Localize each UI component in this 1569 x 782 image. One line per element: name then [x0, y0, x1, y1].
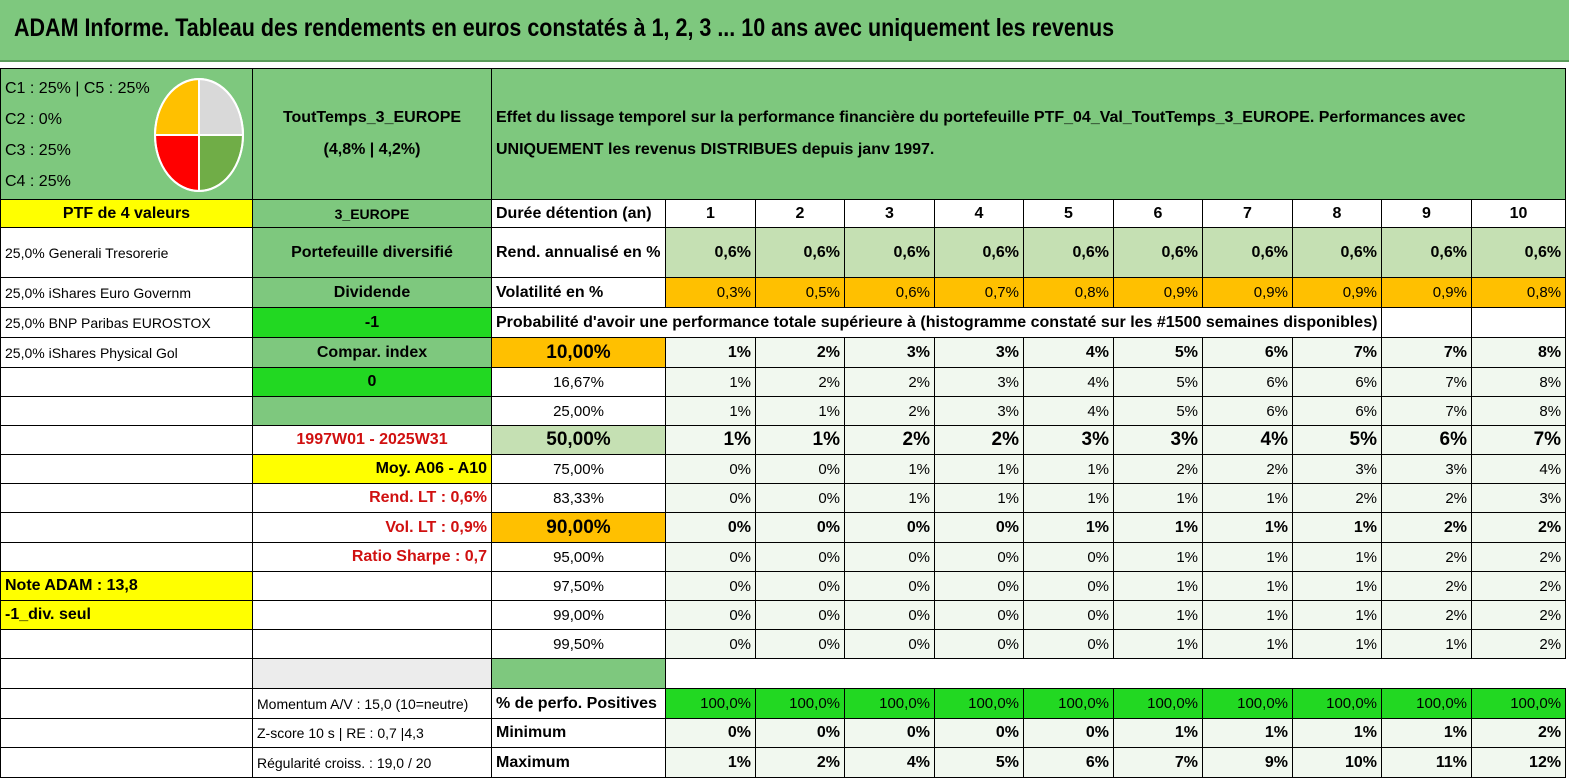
quantile-value: 4% [1472, 455, 1566, 484]
empty-cell [1, 426, 253, 455]
quantile-value: 3% [1382, 455, 1472, 484]
year-header: 2 [756, 200, 845, 228]
maximum-value: 11% [1382, 748, 1472, 778]
quantile-value: 2% [845, 426, 935, 455]
quantile-value: 2% [845, 397, 935, 426]
quantile-value: 1% [1203, 630, 1293, 659]
quantile-value: 1% [1293, 630, 1382, 659]
empty-cell [253, 601, 492, 630]
quantile-value: 0% [935, 513, 1024, 543]
minimum-value: 0% [935, 719, 1024, 748]
quantile-value: 1% [935, 455, 1024, 484]
compar-index-label: Compar. index [253, 338, 492, 368]
quantile-value: 2% [935, 426, 1024, 455]
quantile-value: 1% [1114, 513, 1203, 543]
return-value: 0,6% [935, 228, 1024, 278]
quantile-value: 2% [1382, 543, 1472, 572]
quantile-value: 5% [1114, 338, 1203, 368]
quantile-value: 1% [756, 397, 845, 426]
quantile-value: 0% [1024, 572, 1114, 601]
quantile-value: 0% [845, 601, 935, 630]
quantile-value: 5% [1293, 426, 1382, 455]
quantile-value: 2% [845, 368, 935, 397]
quantile-value: 4% [1024, 368, 1114, 397]
momentum-label: Momentum A/V : 15,0 (10=neutre) [253, 689, 492, 719]
quantile-value: 4% [1203, 426, 1293, 455]
quantile-value: 3% [1024, 426, 1114, 455]
quantile-label: 10,00% [492, 338, 666, 368]
empty-cell [1472, 308, 1566, 338]
positive-value: 100,0% [1024, 689, 1114, 719]
quantile-value: 1% [1203, 572, 1293, 601]
maximum-value: 2% [756, 748, 845, 778]
portfolio-name: ToutTemps_3_EUROPE [282, 109, 462, 126]
quantile-value: 1% [666, 368, 756, 397]
return-value: 0,6% [1382, 228, 1472, 278]
return-value: 0,6% [845, 228, 935, 278]
quantile-value: 1% [666, 338, 756, 368]
empty-cell [1, 630, 253, 659]
positive-value: 100,0% [1382, 689, 1472, 719]
empty-cell [253, 397, 492, 426]
quantile-value: 0% [666, 513, 756, 543]
volatility-value: 0,9% [1382, 278, 1472, 308]
quantile-value: 1% [1114, 630, 1203, 659]
maximum-value: 12% [1472, 748, 1566, 778]
positive-value: 100,0% [1114, 689, 1203, 719]
quantile-label: 95,00% [492, 543, 666, 572]
quantile-value: 6% [1293, 368, 1382, 397]
year-header: 6 [1114, 200, 1203, 228]
quantile-label: 25,00% [492, 397, 666, 426]
minimum-row [1, 719, 1566, 748]
quantile-label: 83,33% [492, 484, 666, 513]
holding-item: 25,0% BNP Paribas EUROSTOX [1, 308, 253, 338]
average-label: Moy. A06 - A10 [253, 455, 492, 484]
long-term-return: Rend. LT : 0,6% [253, 484, 492, 513]
maximum-value: 10% [1293, 748, 1382, 778]
quantile-value: 2% [1382, 484, 1472, 513]
return-label: Rend. annualisé en % [492, 228, 666, 278]
positive-value: 100,0% [1472, 689, 1566, 719]
quantile-label: 50,00% [492, 426, 666, 455]
quantile-value: 0% [756, 455, 845, 484]
dividend-value: -1 [253, 308, 492, 338]
quantile-row [1, 484, 1566, 513]
quantile-value: 1% [666, 397, 756, 426]
legend-line: C1 : 25% | C5 : 25% [5, 80, 150, 97]
quantile-value: 1% [1293, 601, 1382, 630]
volatility-value: 0,8% [1472, 278, 1566, 308]
quantile-value: 3% [935, 397, 1024, 426]
maximum-value: 6% [1024, 748, 1114, 778]
portfolio-perf: (4,8% | 4,2%) [323, 141, 421, 158]
maximum-value: 7% [1114, 748, 1203, 778]
volatility-value: 0,9% [1293, 278, 1382, 308]
minimum-value: 1% [1382, 719, 1472, 748]
return-value: 0,6% [1293, 228, 1382, 278]
volatility-row [1, 278, 1566, 308]
volatility-value: 0,9% [1203, 278, 1293, 308]
positive-value: 100,0% [935, 689, 1024, 719]
quantile-value: 1% [1203, 543, 1293, 572]
quantile-row [1, 368, 1566, 397]
empty-cell [253, 572, 492, 601]
minimum-value: 0% [756, 719, 845, 748]
quantile-value: 2% [1382, 513, 1472, 543]
empty-cell [1, 689, 253, 719]
minimum-label: Minimum [492, 719, 666, 748]
year-header: 8 [1293, 200, 1382, 228]
empty-cell [1, 719, 253, 748]
quantile-label: 75,00% [492, 455, 666, 484]
minimum-value: 0% [1024, 719, 1114, 748]
minimum-value: 1% [1203, 719, 1293, 748]
quantile-row [1, 397, 1566, 426]
empty-cell [1, 659, 253, 689]
year-header: 3 [845, 200, 935, 228]
quantile-value: 0% [935, 601, 1024, 630]
positive-value: 100,0% [666, 689, 756, 719]
period-label: 1997W01 - 2025W31 [253, 426, 492, 455]
quantile-value: 0% [666, 601, 756, 630]
empty-cell [1, 455, 253, 484]
return-value: 0,6% [666, 228, 756, 278]
volatility-value: 0,7% [935, 278, 1024, 308]
quantile-value: 0% [666, 455, 756, 484]
quantile-row [1, 601, 1566, 630]
portfolio-description: Effet du lissage temporel sur la performance financière du portefeuille PTF_04_Val_ToutTemps_3_EUROPE. Performances avec UNIQUEMENT les revenus DISTRIBUES depuis janv 1997. [492, 69, 1566, 200]
quantile-value: 6% [1293, 397, 1382, 426]
year-header: 5 [1024, 200, 1114, 228]
return-value: 0,6% [1114, 228, 1203, 278]
empty-cell [1, 543, 253, 572]
title-bar [0, 0, 1569, 62]
dividend-label: Dividende [253, 278, 492, 308]
holding-item: 25,0% iShares Physical Gol [1, 338, 253, 368]
quantile-value: 0% [1024, 601, 1114, 630]
quantile-value: 0% [756, 572, 845, 601]
region-label: 3_EUROPE [253, 200, 492, 228]
quantile-row [1, 338, 1566, 368]
volatility-value: 0,5% [756, 278, 845, 308]
quantile-value: 1% [1293, 572, 1382, 601]
maximum-value: 9% [1203, 748, 1293, 778]
quantile-value: 3% [1472, 484, 1566, 513]
quantile-value: 1% [1203, 601, 1293, 630]
portfolio-type: Portefeuille diversifié [253, 228, 492, 278]
duration-label: Durée détention (an) [492, 200, 666, 228]
quantile-value: 6% [1382, 426, 1472, 455]
quantile-value: 8% [1472, 397, 1566, 426]
quantile-label: 99,00% [492, 601, 666, 630]
quantile-value: 7% [1472, 426, 1566, 455]
quantile-value: 6% [1203, 338, 1293, 368]
quantile-value: 1% [1203, 484, 1293, 513]
empty-cell [253, 659, 492, 689]
portfolio-name-cell [253, 69, 492, 200]
years-row [1, 200, 1566, 228]
quantile-value: 2% [1472, 630, 1566, 659]
return-row [1, 228, 1566, 278]
probability-header: Probabilité d'avoir une performance totale supérieure à (histogramme constaté sur les #1500 semaines disponibles) [492, 308, 1382, 338]
quantile-value: 7% [1382, 368, 1472, 397]
maximum-row [1, 748, 1566, 778]
holdings-count: PTF de 4 valeurs [1, 200, 253, 228]
quantile-value: 2% [1382, 572, 1472, 601]
minimum-value: 0% [845, 719, 935, 748]
empty-cell [492, 659, 666, 689]
positive-value: 100,0% [1293, 689, 1382, 719]
minimum-value: 2% [1472, 719, 1566, 748]
spacer-row [1, 659, 1566, 689]
maximum-value: 4% [845, 748, 935, 778]
quantile-value: 0% [845, 543, 935, 572]
positive-value: 100,0% [756, 689, 845, 719]
quantile-value: 5% [1114, 397, 1203, 426]
empty-cell [1, 748, 253, 778]
year-header: 1 [666, 200, 756, 228]
quantile-value: 0% [935, 572, 1024, 601]
maximum-label: Maximum [492, 748, 666, 778]
quantile-value: 0% [666, 543, 756, 572]
quantile-value: 4% [1024, 338, 1114, 368]
quantile-label: 16,67% [492, 368, 666, 397]
quantile-value: 2% [1114, 455, 1203, 484]
quantile-value: 3% [935, 368, 1024, 397]
quantile-value: 2% [1472, 601, 1566, 630]
positive-row [1, 689, 1566, 719]
zscore-label: Z-score 10 s | RE : 0,7 |4,3 [253, 719, 492, 748]
quantile-value: 0% [845, 513, 935, 543]
empty-cell [1, 368, 253, 397]
empty-cell [1, 397, 253, 426]
quantile-value: 7% [1382, 338, 1472, 368]
volatility-value: 0,9% [1114, 278, 1203, 308]
quantile-row [1, 543, 1566, 572]
empty-cell [666, 659, 1566, 689]
year-header: 4 [935, 200, 1024, 228]
quantile-value: 2% [1203, 455, 1293, 484]
volatility-value: 0,8% [1024, 278, 1114, 308]
minimum-value: 1% [1293, 719, 1382, 748]
quantile-value: 5% [1114, 368, 1203, 397]
quantile-value: 1% [935, 484, 1024, 513]
quantile-value: 6% [1203, 368, 1293, 397]
minimum-value: 0% [666, 719, 756, 748]
quantile-value: 3% [935, 338, 1024, 368]
dividend-only: -1_div. seul [1, 601, 253, 630]
quantile-value: 1% [1024, 455, 1114, 484]
quantile-value: 2% [1472, 513, 1566, 543]
quantile-row [1, 572, 1566, 601]
quantile-value: 3% [845, 338, 935, 368]
return-value: 0,6% [1472, 228, 1566, 278]
quantile-value: 1% [1203, 513, 1293, 543]
quantile-row [1, 630, 1566, 659]
performance-table [0, 68, 1566, 778]
quantile-value: 0% [935, 543, 1024, 572]
quantile-value: 1% [1024, 513, 1114, 543]
quantile-value: 3% [1114, 426, 1203, 455]
empty-cell [1, 513, 253, 543]
empty-cell [253, 630, 492, 659]
quantile-value: 1% [666, 426, 756, 455]
legend-line: C4 : 25% [5, 173, 71, 190]
positive-label: % de perfo. Positives [492, 689, 666, 719]
quantile-label: 97,50% [492, 572, 666, 601]
quantile-value: 0% [756, 543, 845, 572]
quantile-value: 2% [1472, 572, 1566, 601]
empty-cell [1, 484, 253, 513]
volatility-value: 0,3% [666, 278, 756, 308]
quantile-row [1, 513, 1566, 543]
quantile-value: 1% [1382, 630, 1472, 659]
quantile-value: 0% [756, 484, 845, 513]
legend-line: C3 : 25% [5, 142, 71, 159]
quantile-label: 90,00% [492, 513, 666, 543]
quantile-value: 0% [666, 572, 756, 601]
quantile-value: 8% [1472, 338, 1566, 368]
compar-index-value: 0 [253, 368, 492, 397]
quantile-value: 2% [1293, 484, 1382, 513]
quantile-value: 0% [935, 630, 1024, 659]
maximum-value: 5% [935, 748, 1024, 778]
holding-item: 25,0% iShares Euro Governm [1, 278, 253, 308]
quantile-value: 1% [1293, 513, 1382, 543]
return-value: 0,6% [756, 228, 845, 278]
probability-header-row [1, 308, 1566, 338]
holding-item: 25,0% Generali Tresorerie [1, 228, 253, 278]
quantile-value: 1% [756, 426, 845, 455]
quantile-value: 1% [1114, 484, 1203, 513]
quantile-value: 0% [756, 513, 845, 543]
quantile-value: 6% [1203, 397, 1293, 426]
header-row [1, 69, 1566, 200]
quantile-row [1, 455, 1566, 484]
quantile-value: 2% [756, 338, 845, 368]
quantile-label: 99,50% [492, 630, 666, 659]
quantile-value: 1% [845, 455, 935, 484]
quantile-value: 8% [1472, 368, 1566, 397]
return-value: 0,6% [1203, 228, 1293, 278]
quantile-value: 2% [756, 368, 845, 397]
quantile-value: 1% [1114, 572, 1203, 601]
quantile-value: 1% [1114, 543, 1203, 572]
quantile-value: 1% [1293, 543, 1382, 572]
report-title: ADAM Informe. Tableau des rendements en euros constatés à 1, 2, 3 ... 10 ans avec uniquement les revenus [14, 14, 1115, 42]
quantile-value: 4% [1024, 397, 1114, 426]
long-term-volatility: Vol. LT : 0,9% [253, 513, 492, 543]
positive-value: 100,0% [1203, 689, 1293, 719]
quantile-value: 7% [1293, 338, 1382, 368]
year-header: 10 [1472, 200, 1566, 228]
regularity-label: Régularité croiss. : 19,0 / 20 [253, 748, 492, 778]
quantile-value: 0% [1024, 543, 1114, 572]
sharpe-ratio: Ratio Sharpe : 0,7 [253, 543, 492, 572]
quantile-value: 2% [1382, 601, 1472, 630]
quantile-value: 1% [1024, 484, 1114, 513]
quantile-row [1, 426, 1566, 455]
quantile-value: 7% [1382, 397, 1472, 426]
positive-value: 100,0% [845, 689, 935, 719]
year-header: 9 [1382, 200, 1472, 228]
quantile-value: 0% [756, 630, 845, 659]
year-header: 7 [1203, 200, 1293, 228]
empty-cell [1382, 308, 1472, 338]
quantile-value: 0% [756, 601, 845, 630]
return-value: 0,6% [1024, 228, 1114, 278]
quantile-value: 0% [1024, 630, 1114, 659]
quantile-value: 2% [1472, 543, 1566, 572]
quantile-value: 1% [845, 484, 935, 513]
quantile-value: 0% [845, 572, 935, 601]
quantile-value: 0% [666, 484, 756, 513]
minimum-value: 1% [1114, 719, 1203, 748]
quantile-value: 0% [666, 630, 756, 659]
adam-note: Note ADAM : 13,8 [1, 572, 253, 601]
quantile-value: 0% [845, 630, 935, 659]
allocation-pie-chart [153, 77, 245, 193]
quantile-value: 3% [1293, 455, 1382, 484]
maximum-value: 1% [666, 748, 756, 778]
legend-line: C2 : 0% [5, 111, 62, 128]
volatility-label: Volatilité en % [492, 278, 666, 308]
allocation-legend [1, 69, 253, 200]
volatility-value: 0,6% [845, 278, 935, 308]
quantile-value: 1% [1114, 601, 1203, 630]
